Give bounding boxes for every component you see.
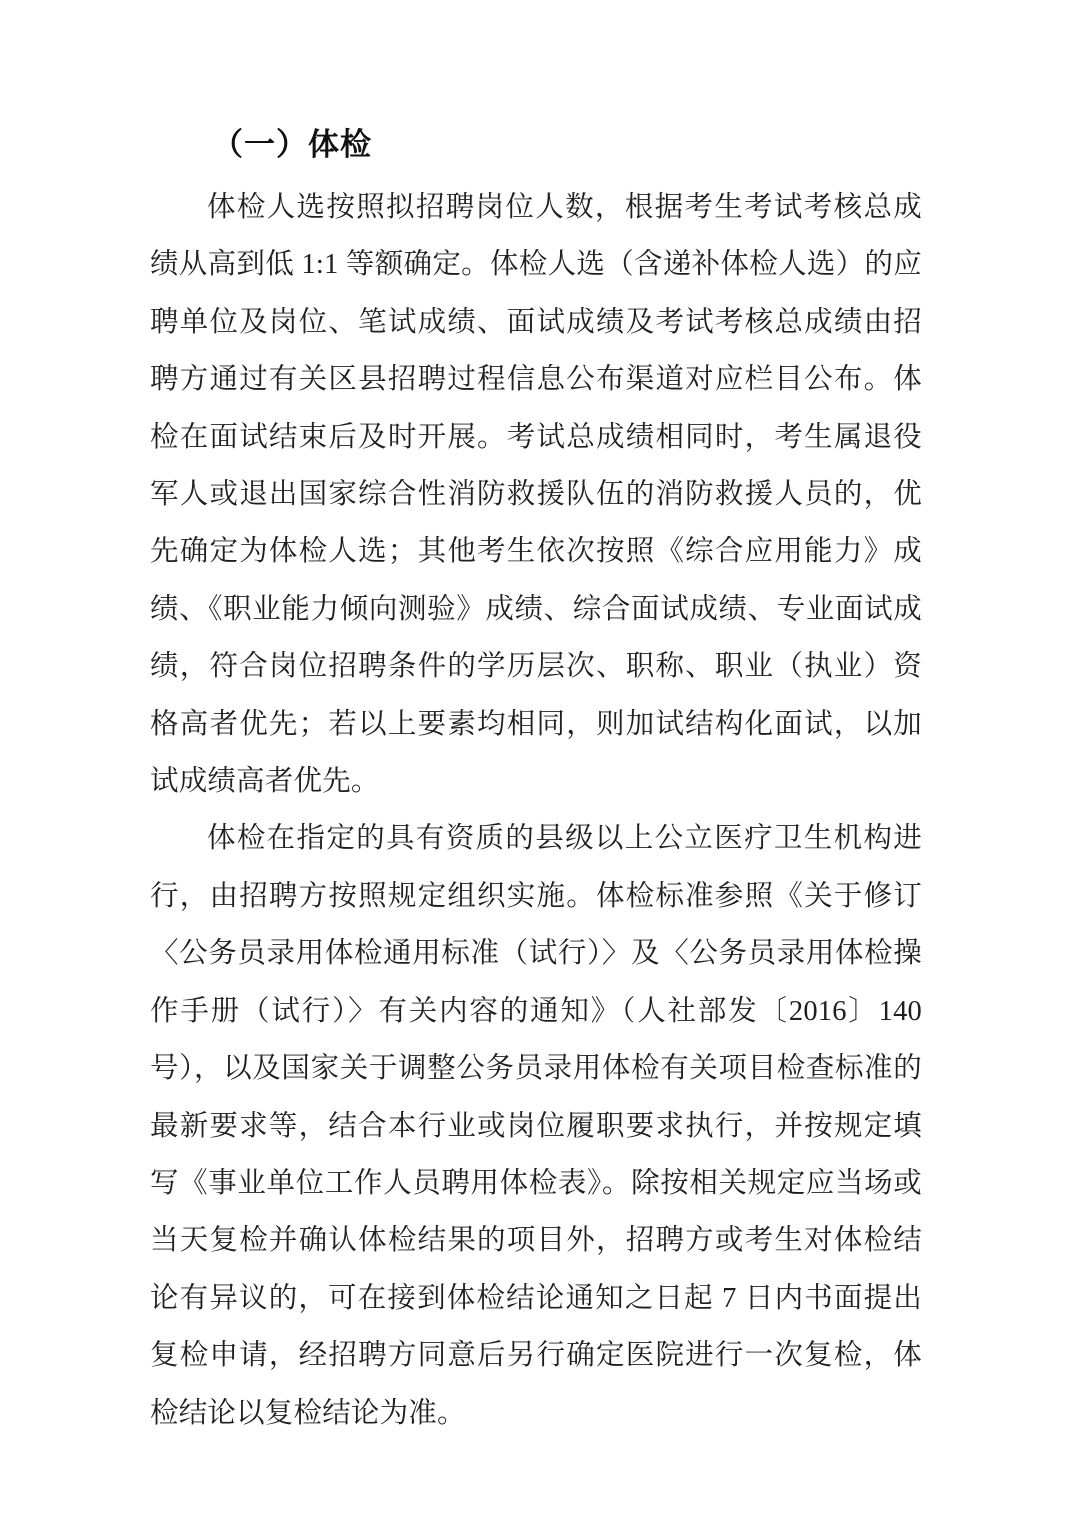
paragraph-1: 体检人选按照拟招聘岗位人数，根据考生考试考核总成绩从高到低 1:1 等额确定。体检人选（含递补体检人选）的应聘单位及岗位、笔试成绩、面试成绩及考试考核总成绩由招聘方通过有关区县招聘过程信息公布渠道对应栏目公布。体检在面试结束后及时开展。考试总成绩相同时，考生属退役军人或退出国家综合性消防救援队伍的消防救援人员的，优先确定为体检人选；其他考生依次按照《综合应用能力》成绩、《职业能力倾向测验》成绩、综合面试成绩、专业面试成绩，符合岗位招聘条件的学历层次、职称、职业（执业）资格高者优先；若以上要素均相同，则加试结构化面试，以加试成绩高者优先。 bbox=[150, 192, 922, 798]
section-heading: （一）体检 bbox=[212, 127, 372, 162]
paragraph-2: 体检在指定的具有资质的县级以上公立医疗卫生机构进行，由招聘方按照规定组织实施。体检标准参照《关于修订〈公务员录用体检通用标准（试行）〉及〈公务员录用体检操作手册（试行）〉有关内容的通知》（人社部发〔2016〕140 号），以及国家关于调整公务员录用体检有关项目检查标准的最新要求等，结合本行业或岗位履职要求执行，并按规定填写《事业单位工作人员聘用体检表》。除按相关规定应当场或当天复检并确认体检结果的项目外，招聘方或考生对体检结论有异议的，可在接到体检结论通知之日起 7 日内书面提出复检申请，经招聘方同意后另行确定医院进行一次复检，体检结论以复检结论为准。 bbox=[150, 823, 922, 1429]
